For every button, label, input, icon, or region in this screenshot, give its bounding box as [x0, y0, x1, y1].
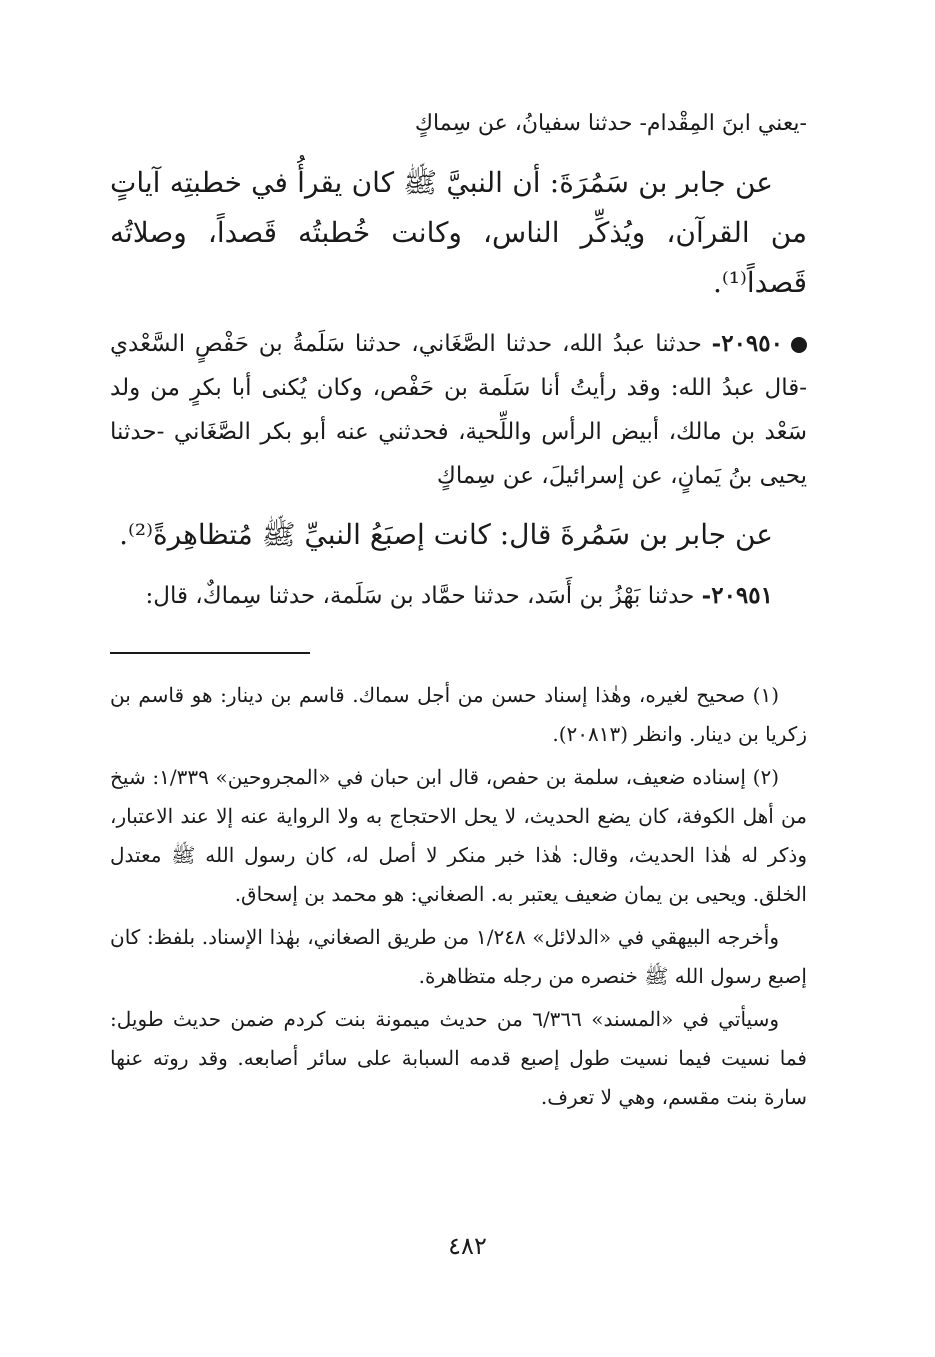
footnote-2: (٢) إسناده ضعيف، سلمة بن حفص، قال ابن حبان في «المجروحين» ١/٣٣٩: شيخ من أهل الكوفة، كان يضع الحديث، لا يحل الاحتجاج به ولا الرواية عنه إلا عند الاعتبار، وذكر له هٰذا الحديث، وقال: هٰذا خبر منكر لا أصل له، كان رسول الله ﷺ معتدل الخلق. ويحيى بن يمان ضعيف يعتبر به. الصغاني: هو محمد بن إسحاق.: [110, 765, 807, 906]
hadith-number-2: ٢٠٩٥٠-: [711, 330, 783, 357]
footnote-2-continuation-2: وسيأتي في «المسند» ٦/٣٦٦ من حديث ميمونة بنت كردم ضمن حديث طويل: فما نسيت فيما نسيت طول إصبع قدمه السبابة على سائر أصابعه. وقد روته عنها سارة بنت مقسم، وهي لا تعرف.: [110, 1007, 807, 1109]
hadith-chain-2-text: حدثنا عبدُ الله، حدثنا الصَّغَاني، حدثنا سَلَمةُ بن حَفْصٍ السَّعْدي -قال عبدُ الله: وقد رأيتُ أنا سَلَمة بن حَفْص، وكان يُكنى أبا بكرٍ من ولد سَعْد بن مالك، أبيض الرأس واللِّحية، فحدثني عنه أبو بكر الصَّغَاني -حدثنا يحيى بنُ يَمانٍ، عن إسرائيلَ، عن سِماكٍ: [110, 331, 807, 489]
main-text: [110, 104, 807, 618]
footnote-1: (١) صحيح لغيره، وهٰذا إسناد حسن من أجل سماك. قاسم بن دينار: هو قاسم بن زكريا بن دينار. وانظر (٢٠٨١٣).: [110, 683, 807, 746]
chain-continuation: -يعني ابنَ المِقْدام- حدثنا سفيانُ، عن سِماكٍ: [414, 111, 807, 136]
page-number: ٤٨٢: [448, 1232, 487, 1260]
hadith-text-1: عن جابر بن سَمُرَةَ: أن النبيَّ ﷺ كان يقرأُ في خطبتِه آياتٍ من القرآن، ويُذكِّر الناس، وكانت خُطبتُه قَصداً، وصلاتُه قَصداً⁽¹⁾.: [110, 166, 807, 299]
bullet-icon: [791, 337, 807, 353]
footnote-2-continuation-1: وأخرجه البيهقي في «الدلائل» ١/٢٤٨ من طريق الصغاني، بهٰذا الإسناد. بلفظ: كان إصبع رسول الله ﷺ خنصره من رجله متظاهرة.: [110, 925, 807, 988]
hadith-chain-3-text: حدثنا بَهْزُ بن أَسَد، حدثنا حمَّاد بن سَلَمة، حدثنا سِماكٌ، قال:: [145, 583, 695, 609]
hadith-text-2: عن جابر بن سَمُرةَ قال: كانت إصبَعُ النبيِّ ﷺ مُتظاهِرةً⁽²⁾.: [119, 518, 773, 551]
hadith-chain-2: [110, 322, 807, 498]
hadith-number-3: ٢٠٩٥١-: [701, 582, 773, 609]
footnote-divider: [110, 652, 310, 654]
hadith-chain-3: [110, 574, 807, 618]
footnotes: [110, 676, 807, 1117]
